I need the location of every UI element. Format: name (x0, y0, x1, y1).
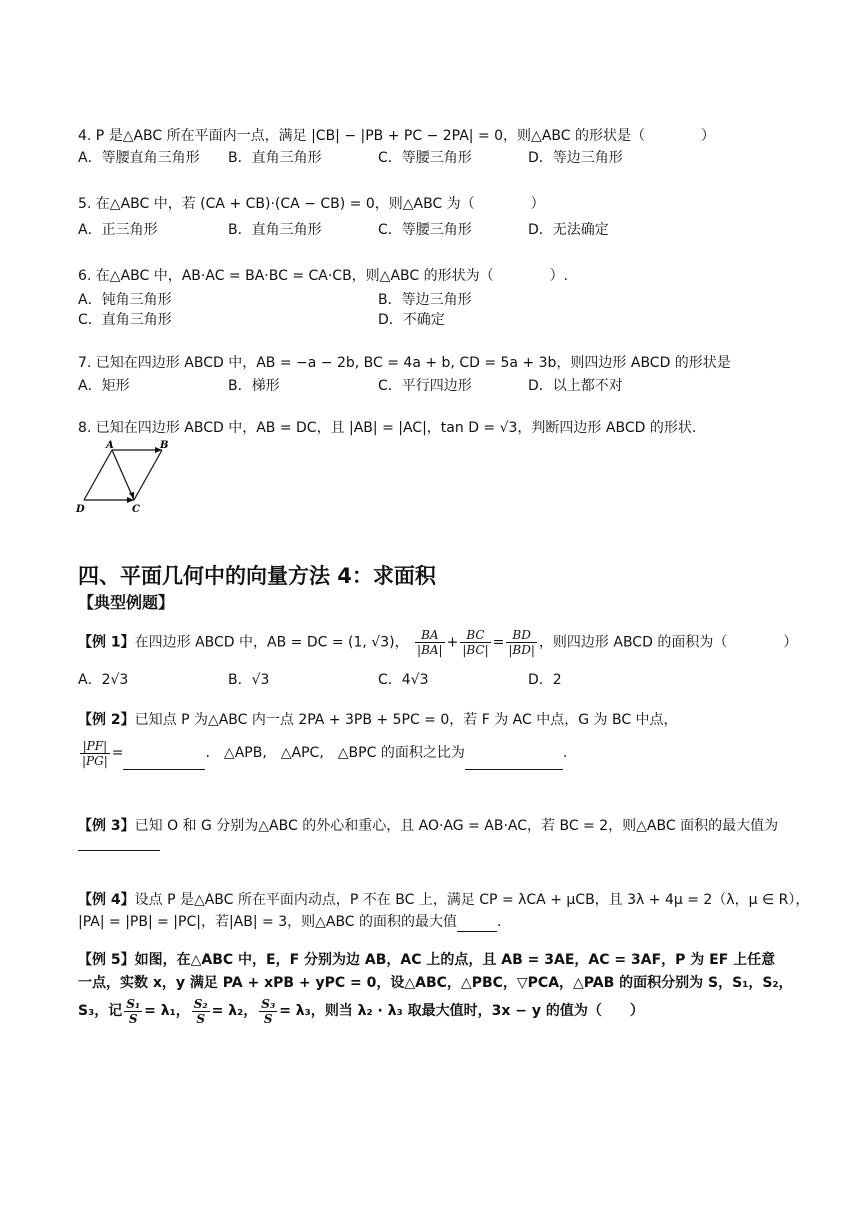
example-1-text-b: ，则四边形 ABCD 的面积为（ ） (538, 634, 798, 651)
example-1-text-a: 在四边形 ABCD 中，AB = DC = (1, √3)， (134, 634, 409, 651)
example-2-tag: 【例 2】 (78, 712, 135, 728)
example-5-text-a: 如图，在△ABC 中，E，F 分别为边 AB，AC 上的点，且 AB = 3AE，AC = 3AF，P 为 EF 上任意 (134, 952, 776, 968)
vertex-label-c: C (132, 504, 140, 515)
example-1-fraction-ba: $\frac{BA}{|BA|}$ (417, 628, 443, 657)
question-6-stem: 6. 在△ABC 中，AB·AC = BA·BC = CA·CB，则△ABC 的形状为（ ）. (78, 268, 569, 284)
q5-option-a: A．正三角形 (78, 222, 158, 238)
question-5-stem: 5. 在△ABC 中，若 (CA + CB)·(CA − CB) = 0，则△ABC 为（ ） (78, 196, 545, 212)
vertex-label-d: D (76, 504, 85, 515)
example-5-ratio-2: = λ₂， (211, 1003, 258, 1019)
example-2-line-2 (78, 736, 567, 770)
example-3-tag: 【例 3】 (78, 818, 135, 834)
section-subtitle: 【典型例题】 (78, 593, 175, 612)
example-4-text-c: . (497, 914, 502, 930)
example-1-fraction-bd: $\frac{BD}{|BD|}$ (508, 628, 535, 657)
example-2-stem (78, 710, 678, 730)
q4-option-c: C．等腰三角形 (378, 150, 472, 166)
example-4-tag: 【例 4】 (78, 892, 135, 908)
ex1-option-d: D．2 (528, 672, 562, 688)
example-3-text: 已知 O 和 G 分别为△ABC 的外心和重心，且 AO·AG = AB·AC，若 BC = 2，则△ABC 面积的最大值为 (134, 818, 779, 834)
example-5-text-c1: S₃，记 (78, 1003, 123, 1019)
example-5-ratio-3: = λ₃， (279, 1003, 325, 1019)
example-5-fraction-s3: $\frac{\text{S₃}}{S}$ (261, 996, 276, 1026)
question-8-stem: 8. 已知在四边形 ABCD 中，AB = DC，且 |AB| = |AC|，tan D = √3，判断四边形 ABCD 的形状. (78, 420, 697, 436)
example-5-line-3 (78, 996, 644, 1026)
ex1-option-c: C．4√3 (378, 672, 429, 688)
question-7-stem: 7. 已知在四边形 ABCD 中，AB = −a − 2b, BC = 4a + b, CD = 5a + 3b，则四边形 ABCD 的形状是 (78, 355, 731, 371)
q6-option-d: D．不确定 (378, 312, 445, 328)
ex1-option-a: A．2√3 (78, 672, 129, 688)
q6-option-a: A．钝角三角形 (78, 292, 172, 308)
example-5-fraction-s2: $\frac{\text{S₂}}{S}$ (193, 996, 208, 1026)
example-5-stem (78, 950, 775, 970)
example-1-stem: 【例 1】在四边形 ABCD 中，AB = DC = (1, √3)， $\frac{BA}{|BA|}$ + $\frac{BC}{|BC|}$ = $\frac{BD}{|BD|}$ ，则四边形 ABCD 的面积为（ ） (78, 628, 798, 657)
q6-option-b: B．等边三角形 (378, 292, 472, 308)
example-2-text-a: 已知点 P 为△ABC 内一点 2PA + 3PB + 5PC = 0，若 F 为 AC 中点，G 为 BC 中点， (134, 712, 678, 728)
example-3-answer-blank[interactable] (78, 836, 160, 851)
example-4-line-2 (78, 912, 502, 932)
ex1-option-b: B．√3 (228, 672, 270, 688)
example-1-tag: 【例 1】 (78, 634, 135, 651)
example-5-fraction-s1: $\frac{\text{S₁}}{S}$ (126, 996, 141, 1026)
section-title: 四、平面几何中的向量方法 4：求面积 (78, 564, 436, 588)
example-2-fraction-pf-pg: $\frac{|PF|}{|PG|}$ (82, 738, 108, 768)
question-4-stem: 4. P 是△ABC 所在平面内一点，满足 |CB| − |PB + PC − 2PA| = 0，则△ABC 的形状是（ ） (78, 128, 715, 144)
example-5-line-2: 一点，实数 x，y 满足 PA + xPB + yPC = 0，设△ABC，△PBC，▽PCA，△PAB 的面积分别为 S，S₁，S₂， (78, 975, 793, 991)
example-4-text-a: 设点 P 是△ABC 所在平面内动点，P 不在 BC 上，满足 CP = λCA + μCB，且 3λ + 4μ = 2（λ，μ ∈ R）， (134, 892, 810, 908)
example-2-answer-blank-1[interactable] (123, 755, 205, 770)
vertex-label-b: B (160, 440, 169, 451)
parallelogram-figure (74, 438, 174, 516)
example-3-stem (78, 816, 778, 836)
example-5-tag: 【例 5】 (78, 952, 135, 968)
q7-option-a: A．矩形 (78, 378, 130, 394)
q5-option-b: B．直角三角形 (228, 222, 322, 238)
q4-option-d: D．等边三角形 (528, 150, 623, 166)
q4-option-b: B．直角三角形 (228, 150, 322, 166)
q6-option-c: C．直角三角形 (78, 312, 172, 328)
q5-option-d: D．无法确定 (528, 222, 609, 238)
example-5-ratio-1: = λ₁， (144, 1003, 190, 1019)
example-4-stem (78, 890, 809, 910)
vertex-label-a: A (106, 440, 114, 451)
example-2-text-d: . (562, 745, 568, 761)
example-1-fraction-bc: $\frac{BC}{|BC|}$ (462, 628, 489, 657)
example-2-text-c: . △APB, △APC, △BPC 的面积之比为 (205, 745, 465, 761)
q7-option-c: C．平行四边形 (378, 378, 472, 394)
q4-option-a: A．等腰直角三角形 (78, 150, 200, 166)
q7-option-d: D．以上都不对 (528, 378, 623, 394)
example-2-equals: = (111, 745, 124, 761)
example-4-text-b: |PA| = |PB| = |PC|，若|AB| = 3，则△ABC 的面积的最大值 (78, 914, 458, 930)
example-4-answer-blank[interactable] (457, 917, 497, 932)
q5-option-c: C．等腰三角形 (378, 222, 472, 238)
example-2-answer-blank-2[interactable] (465, 755, 563, 770)
q7-option-b: B．梯形 (228, 378, 280, 394)
example-5-text-c2: 则当 λ₂ · λ₃ 取最大值时，3x − y 的值为（ ） (324, 1003, 644, 1019)
